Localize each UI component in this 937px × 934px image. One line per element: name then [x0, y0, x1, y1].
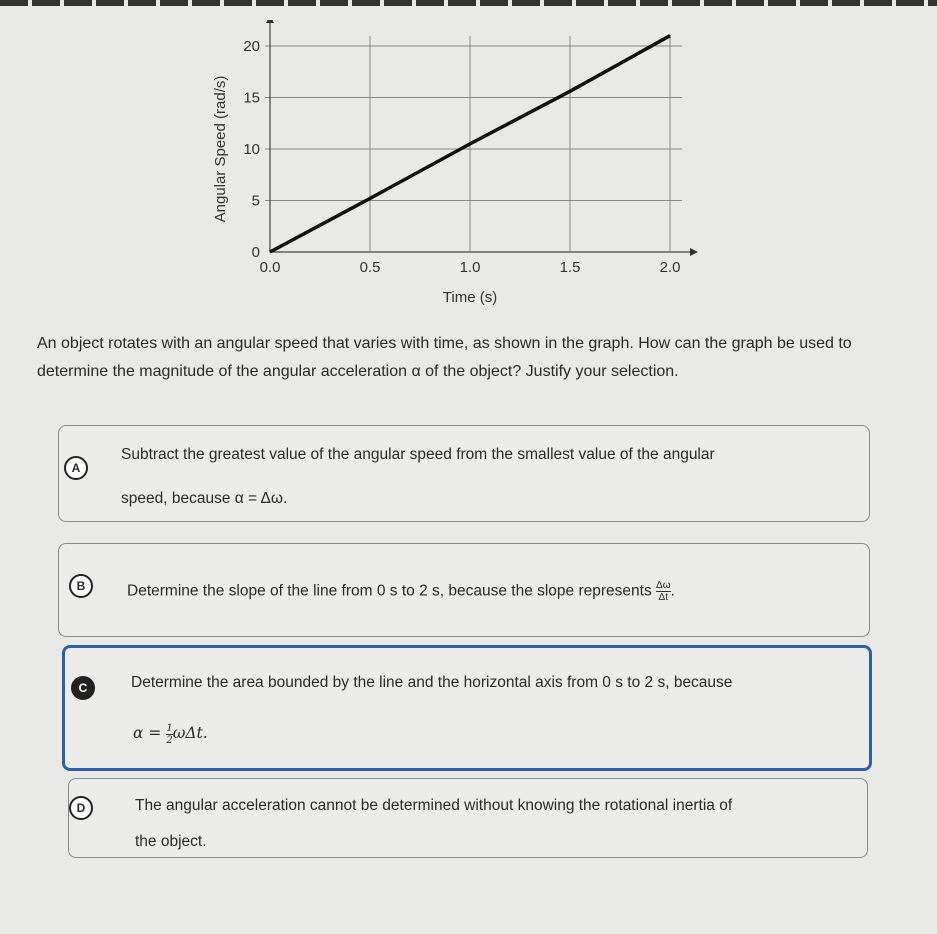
data-point — [370, 198, 371, 199]
frac-num: 1 — [166, 722, 173, 734]
y-tick-label: 5 — [251, 192, 260, 210]
data-point — [470, 143, 471, 144]
option-d-line2: the object. — [135, 833, 207, 850]
option-c-formula — [133, 722, 208, 746]
x-tick-label: 1.0 — [459, 259, 481, 276]
data-point — [270, 252, 271, 253]
data-point — [570, 91, 571, 92]
y-tick-label: 15 — [243, 89, 260, 107]
y-tick-label: 0 — [251, 244, 260, 261]
frac-den: 2 — [166, 734, 173, 746]
option-d-badge: D — [69, 796, 93, 820]
question-text: An object rotates with an angular speed that varies with time, as shown in the graph. How can the graph be used to determine the magnitude of the angular acceleration α of the object? Justify your selection. — [37, 335, 852, 380]
y-axis-label: Angular Speed (rad/s) — [212, 75, 229, 223]
x-tick-label: 0.0 — [259, 259, 281, 276]
option-d-line1: The angular acceleration cannot be determined without knowing the rotational inertia of — [135, 797, 733, 814]
option-c[interactable] — [62, 645, 872, 771]
y-axis-arrow — [266, 20, 274, 23]
frac-den: Δt — [658, 592, 669, 603]
x-tick-label: 0.5 — [359, 259, 381, 276]
option-a-line1: Subtract the greatest value of the angular speed from the smallest value of the angular — [121, 446, 715, 463]
option-a-badge: A — [64, 456, 88, 480]
period: . — [670, 582, 675, 600]
x-tick-label: 1.5 — [559, 259, 581, 276]
option-b-text — [127, 580, 675, 603]
formula-lhs: α = — [133, 724, 167, 742]
x-axis-label: Time (s) — [442, 289, 498, 306]
x-tick-label: 2.0 — [659, 259, 681, 276]
option-b-fraction — [656, 580, 671, 603]
top-bar — [0, 0, 937, 6]
option-d[interactable] — [68, 778, 868, 858]
option-c-badge: C — [71, 676, 95, 700]
y-tick-label: 20 — [243, 38, 260, 55]
option-a-line2: speed, because α = Δω. — [121, 490, 288, 507]
x-axis-arrow — [690, 248, 698, 256]
option-b[interactable] — [58, 543, 870, 637]
option-a[interactable] — [58, 425, 870, 522]
formula-rhs: ωΔt. — [172, 724, 208, 742]
data-point — [670, 35, 671, 36]
option-b-label: Determine the slope of the line from 0 s to 2 s, because the slope represents — [127, 582, 652, 600]
option-c-line1: Determine the area bounded by the line and the horizontal axis from 0 s to 2 s, because — [131, 674, 733, 691]
option-b-badge: B — [69, 574, 93, 598]
y-tick-label: 10 — [243, 141, 260, 158]
frac-num: Δω — [656, 580, 671, 591]
angular-speed-chart — [200, 20, 700, 310]
